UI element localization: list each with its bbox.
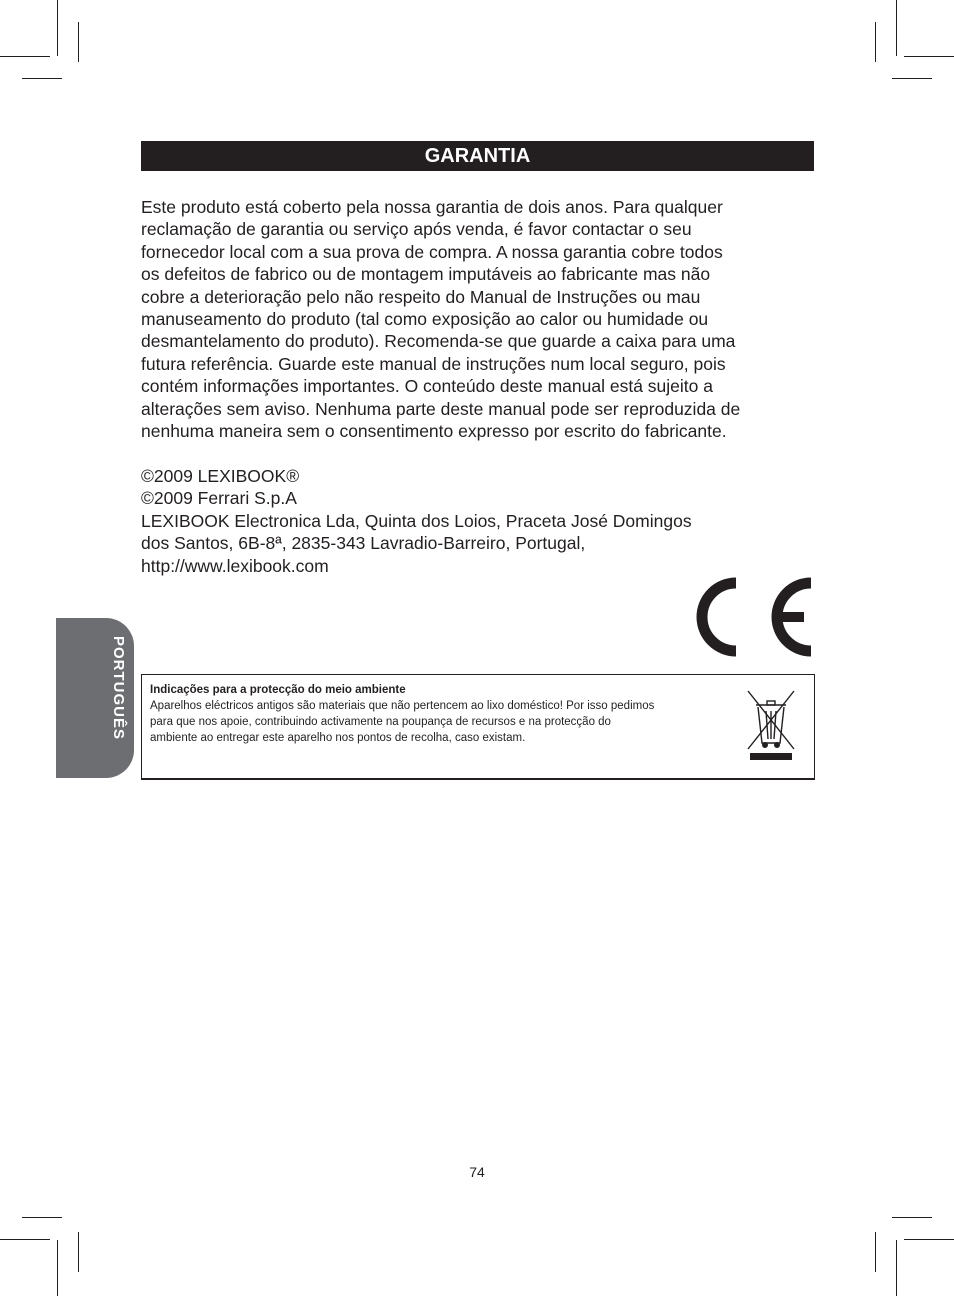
warranty-paragraph: [141, 196, 791, 442]
environment-text: [150, 698, 750, 746]
page-number: 74: [469, 1164, 485, 1180]
body-line: fornecedor local com a sua prova de compra. A nossa garantia cobre todos: [141, 241, 723, 262]
body-line: alterações sem aviso. Nenhuma parte deste manual pode ser reproduzida de: [141, 398, 741, 419]
website-link[interactable]: http://www.lexibook.com: [141, 555, 329, 576]
body-line: cobre a deterioração pelo não respeito do Manual de Instruções ou mau: [141, 286, 701, 307]
body-line: os defeitos de fabrico ou de montagem imputáveis ao fabricante mas não: [141, 264, 711, 285]
body-line: desmantelamento do produto). Recomenda-se que guarde a caixa para uma: [141, 331, 736, 352]
ce-mark-icon: [686, 572, 816, 662]
body-line: futura referência. Guarde este manual de instruções num local seguro, pois: [141, 353, 726, 374]
language-tab-label: PORTUGUÊS: [110, 636, 127, 741]
body-line: nenhuma maneira sem o consentimento expresso por escrito do fabricante.: [141, 421, 727, 442]
copyright-lexibook: ©2009 LEXIBOOK®: [141, 466, 300, 486]
body-line: reclamação de garantia ou serviço após venda, é favor contactar o seu: [141, 219, 692, 240]
environment-line: para que nos apoie, contribuindo activamente na poupança de recursos e na protecção do: [150, 716, 611, 728]
environment-line: ambiente ao entregar este aparelho nos pontos de recolha, caso existam.: [150, 732, 526, 744]
environment-notice: [141, 674, 815, 780]
copyright-ferrari: ©2009 Ferrari S.p.A: [141, 488, 297, 509]
environment-title: Indicações para a protecção do meio ambiente: [150, 684, 406, 696]
address-line: dos Santos, 6B-8ª, 2835-343 Lavradio-Barreiro, Portugal,: [141, 533, 586, 554]
section-title: GARANTIA: [141, 141, 814, 171]
crossed-out-bin-icon: [746, 687, 796, 761]
environment-line: Aparelhos eléctricos antigos são materiais que não pertencem ao lixo doméstico! Por isso pedimos: [150, 700, 655, 712]
copyright-block: [141, 465, 791, 577]
body-line: contém informações importantes. O conteúdo deste manual está sujeito a: [141, 376, 713, 397]
body-line: Este produto está coberto pela nossa garantia de dois anos. Para qualquer: [141, 197, 723, 217]
body-line: manuseamento do produto (tal como exposição ao calor ou humidade ou: [141, 309, 709, 330]
address-line: LEXIBOOK Electronica Lda, Quinta dos Loios, Praceta José Domingos: [141, 510, 692, 531]
